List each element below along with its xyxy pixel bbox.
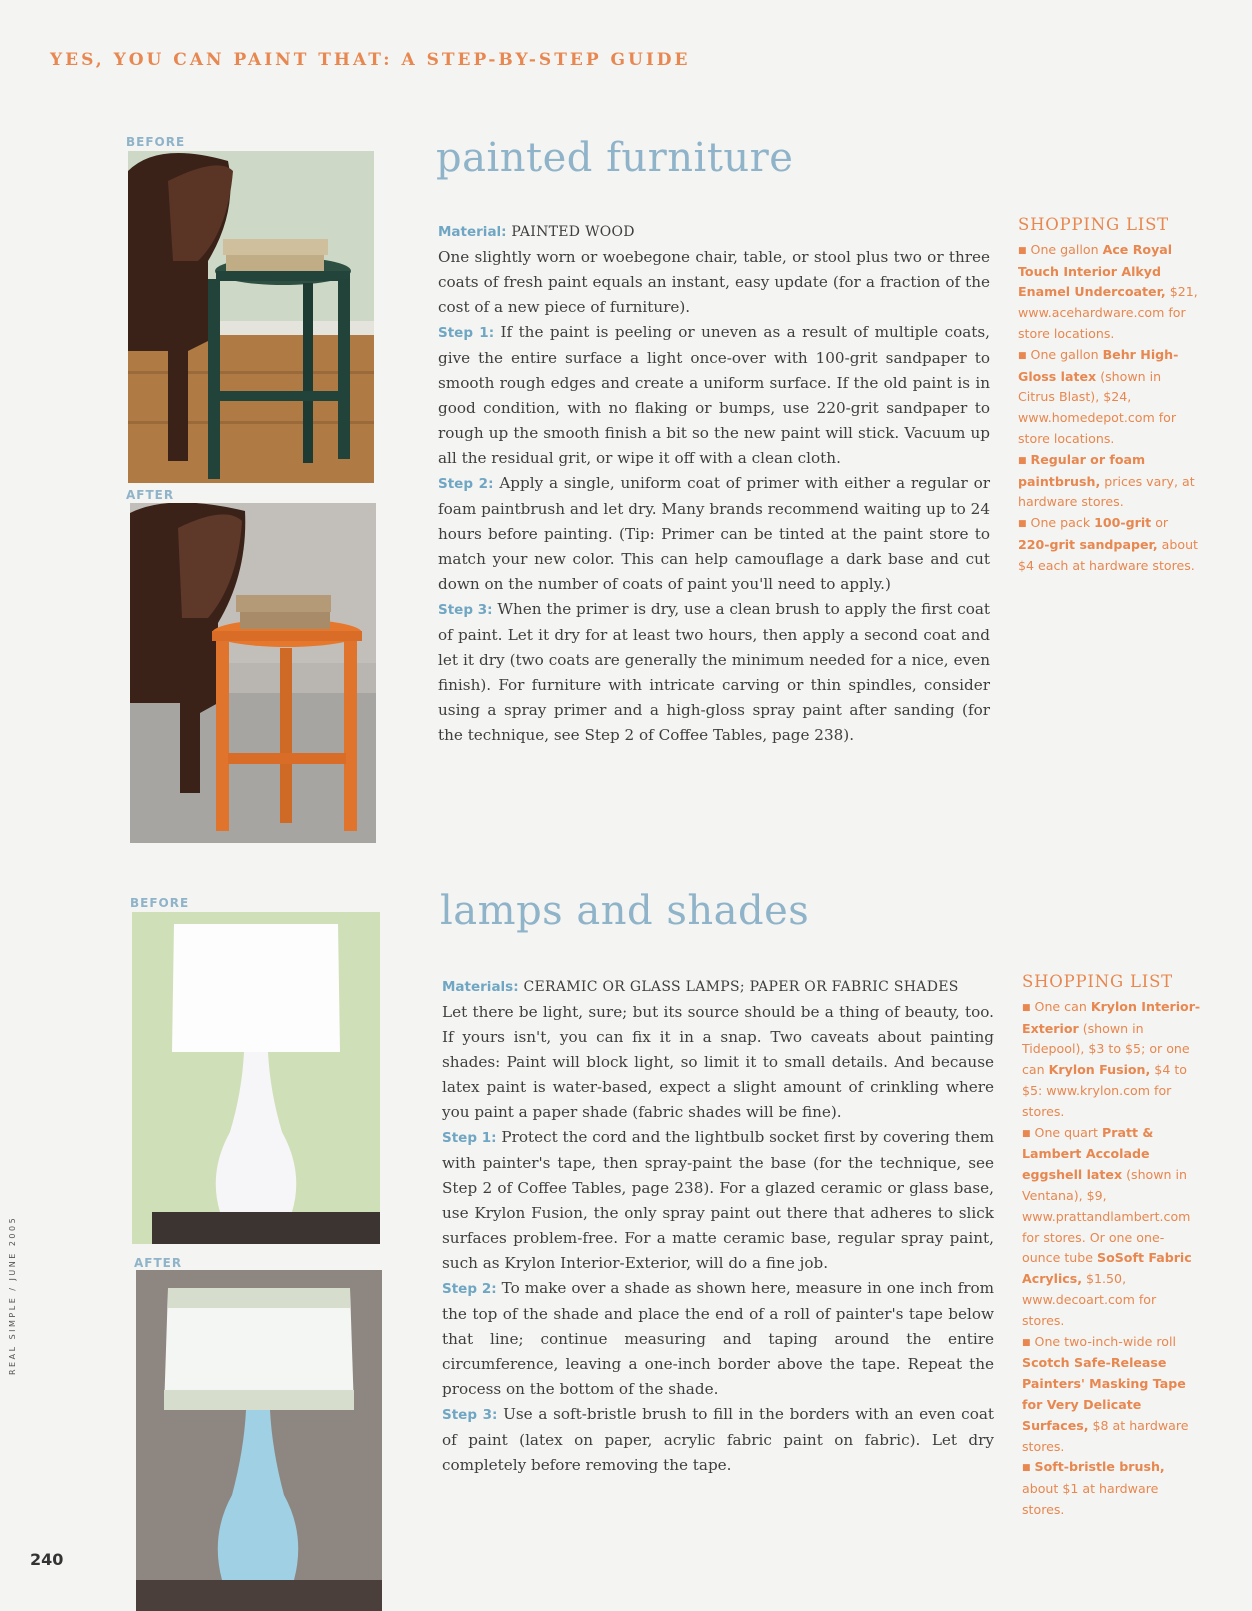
- material-line: [438, 219, 990, 245]
- shopping-item: ■ One two-inch-wide roll Scotch Safe-Release Painters' Masking Tape for Very Delicate Surfaces, $8 at hardware stores.: [1022, 1333, 1189, 1454]
- shopping-list-title: SHOPPING LIST: [1018, 215, 1169, 234]
- step-label: Step 3:: [438, 602, 493, 618]
- shopping-item: ■ One pack 100-grit or 220-grit sandpaper, about $4 each at hardware stores.: [1018, 515, 1198, 573]
- step-1: [438, 320, 990, 471]
- shopping-item: ■ One gallon Behr High-Gloss latex (shown in Citrus Blast), $24, www.homedepot.com for store locations.: [1018, 346, 1179, 446]
- material-value: PAINTED WOOD: [511, 224, 635, 240]
- before-label: BEFORE: [130, 896, 190, 910]
- step-text: If the paint is peeling or uneven as a result of multiple coats, give the entire surface a light once-over with 100-grit sandpaper to smooth rough edges and create a uniform surface. If the old paint is in good condition, with no flaking or bumps, use 220-grit sandpaper to rough up the smooth finish a bit so the new paint will stick. Vacuum up all the residual grit, or wipe it off with a clean cloth.: [438, 323, 991, 467]
- before-photo-lamp: [132, 912, 380, 1244]
- section-painted-furniture: [0, 135, 1252, 855]
- step-2: [438, 471, 990, 597]
- margin-text: REAL SIMPLE / JUNE 2005: [8, 1215, 17, 1375]
- material-label: Materials:: [442, 979, 519, 995]
- after-label: AFTER: [126, 488, 175, 502]
- after-photo-chair-table: [130, 503, 376, 843]
- material-value: CERAMIC OR GLASS LAMPS; PAPER OR FABRIC SHADES: [523, 979, 959, 995]
- step-label: Step 1:: [442, 1130, 497, 1146]
- shopping-item: ■ One gallon Ace Royal Touch Interior Alkyd Enamel Undercoater, $21, www.acehardware.com for store locations.: [1018, 241, 1198, 341]
- section-title: lamps and shades: [440, 888, 810, 934]
- shopping-item: ■ One can Krylon Interior-Exterior (shown in Tidepool), $3 to $5; or one can Krylon Fusion, $4 to $5: www.krylon.com for stores.: [1022, 998, 1201, 1119]
- step-label: Step 3:: [442, 1407, 498, 1423]
- step-text: To make over a shade as shown here, measure in one inch from the top of the shade and place the end of a roll of painter's tape below that line; continue measuring and taping around the entire circumference, leaving a one-inch border above the tape. Repeat the process on the bottom of the shade.: [442, 1279, 995, 1398]
- step-text: When the primer is dry, use a clean brush to apply the first coat of paint. Let it dry for at least two hours, then apply a second coat and let it dry (two coats are generally the minimum needed for a nice, even finish). For furniture with intricate carving or thin spindles, consider using a spray primer and a high-gloss spray paint after sanding (for the technique, see Step 2 of Coffee Tables, page 238).: [438, 600, 990, 744]
- material-label: Material:: [438, 224, 507, 240]
- page-number: 240: [30, 1550, 64, 1569]
- intro-paragraph: Let there be light, sure; but its source should be a thing of beauty, too. If yours isn't, you can fix it in a snap. Two caveats about painting shades: Paint will block light, so limit it to small details. And because latex paint is water-based, expect a slight amount of crinkling where you paint a paper shade (fabric shades will be fine).: [442, 1003, 994, 1121]
- intro-paragraph: One slightly worn or woebegone chair, table, or stool plus two or three coats of fresh paint equals an instant, easy update (for a fraction of the cost of a new piece of furniture).: [438, 248, 990, 316]
- step-text: Apply a single, uniform coat of primer with either a regular or foam paintbrush and let dry. Many brands recommend waiting up to 24 hours before painting. (Tip: Primer can be tinted at the paint store to match your new color. This can help camouflage a dark base and cut down on the number of coats of paint you'll need to apply.): [438, 474, 990, 593]
- step-1: [442, 1125, 994, 1276]
- shopping-list: [1018, 215, 1198, 577]
- article-body: [438, 219, 990, 748]
- shopping-item: ■ Regular or foam paintbrush, prices vary, at hardware stores.: [1018, 451, 1195, 510]
- shopping-list: [1022, 972, 1202, 1521]
- running-head: YES, YOU CAN PAINT THAT: A STEP-BY-STEP GUIDE: [50, 50, 691, 70]
- section-title: painted furniture: [436, 135, 794, 181]
- step-label: Step 1:: [438, 325, 495, 341]
- before-label: BEFORE: [126, 135, 186, 149]
- after-photo-lamp: [136, 1270, 382, 1611]
- step-label: Step 2:: [438, 476, 494, 492]
- after-label: AFTER: [134, 1256, 183, 1270]
- step-text: Protect the cord and the lightbulb socket first by covering them with painter's tape, then spray-paint the base (for the technique, see Step 2 of Coffee Tables, page 238). For a glazed ceramic or glass base, use Krylon Fusion, the only spray paint out there that adheres to slick surfaces problem-free. For a matte ceramic base, regular spray paint, such as Krylon Interior-Exterior, will do a fine job.: [442, 1128, 994, 1272]
- before-photo-chair-table: [128, 151, 374, 483]
- step-2: [442, 1276, 994, 1402]
- material-line: [442, 974, 994, 1000]
- shopping-item: ■ One quart Pratt & Lambert Accolade eggshell latex (shown in Ventana), $9, www.prattandlambert.com for stores. Or one one-ounce tube SoSoft Fabric Acrylics, $1.50, www.decoart.com for stores.: [1022, 1124, 1192, 1328]
- section-lamps-and-shades: [0, 890, 1252, 1611]
- step-3: [442, 1402, 994, 1478]
- shopping-item: ■ Soft-bristle brush, about $1 at hardware stores.: [1022, 1459, 1165, 1517]
- step-label: Step 2:: [442, 1281, 497, 1297]
- step-text: Use a soft-bristle brush to fill in the borders with an even coat of paint (latex on paper, acrylic fabric paint on fabric). Let dry completely before removing the tape.: [442, 1405, 994, 1474]
- article-body: [442, 974, 994, 1478]
- step-3: [438, 597, 990, 748]
- shopping-list-title: SHOPPING LIST: [1022, 972, 1173, 991]
